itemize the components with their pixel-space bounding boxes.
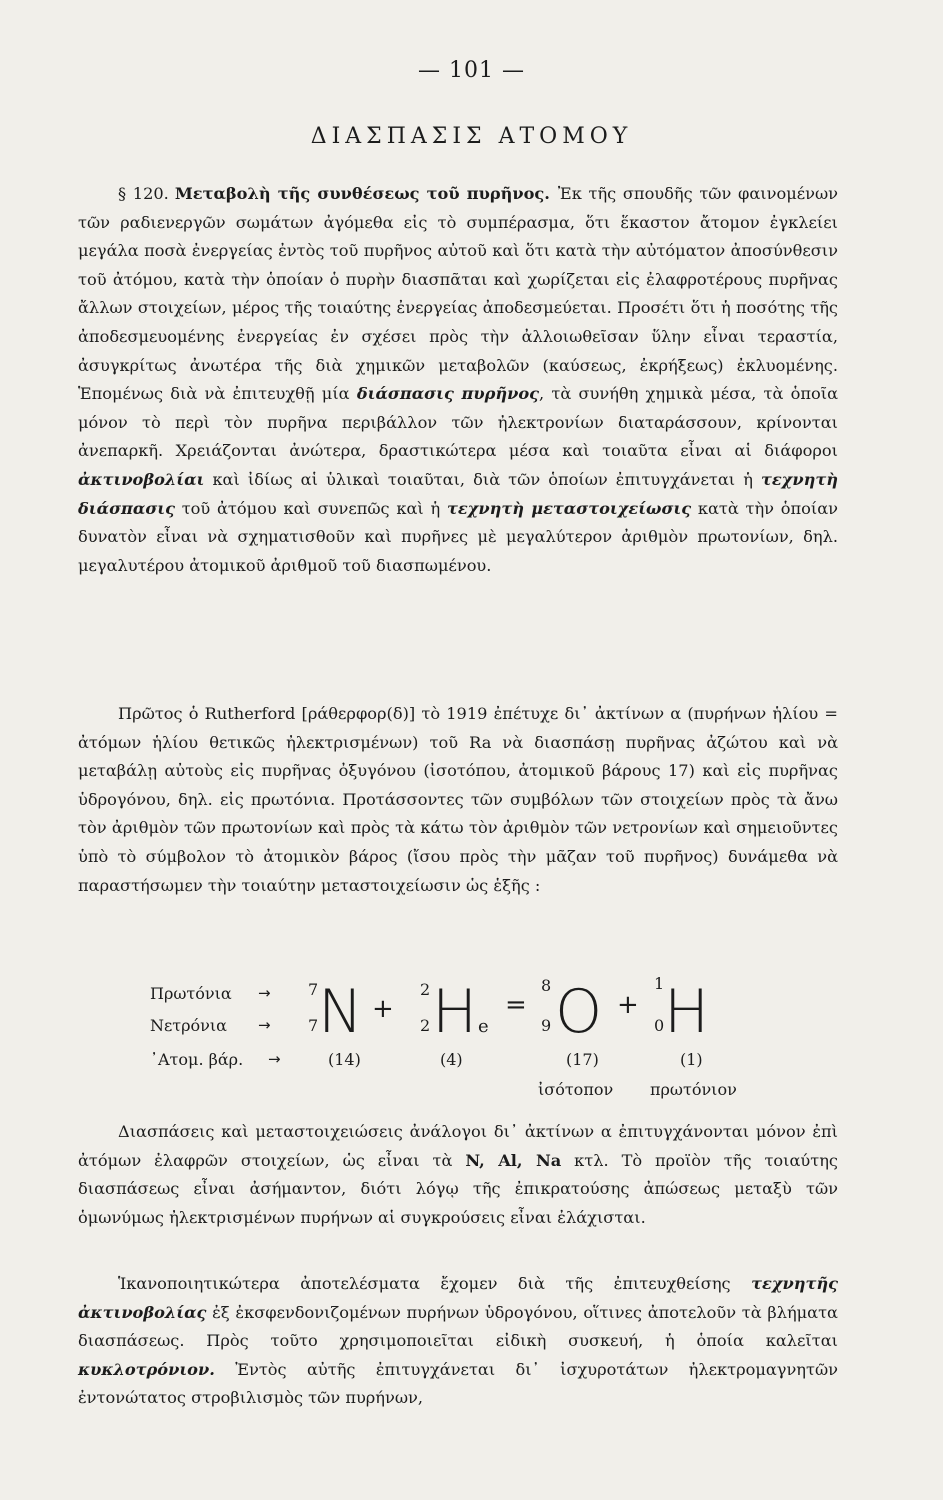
term-transmutation: τεχνητὴ μεταστοιχείωσις [446,498,692,518]
nitrogen-neutrons: 7 [308,1016,319,1035]
isotope-note: ἰσότοπον [538,1080,614,1099]
paragraph-3-text [78,1118,838,1232]
hydrogen-neutrons: 0 [654,1016,665,1035]
oxygen-neutrons: 9 [541,1016,552,1035]
label-atomic-weight: ᾽Ατομ. βάρ. [150,1050,244,1069]
paragraph-1 [78,180,838,580]
label-neutrons: Νετρόνια [150,1016,227,1035]
nuclear-reaction-equation [0,968,943,1108]
hydrogen-symbol: H [664,977,710,1047]
nitrogen-symbol: N [318,977,363,1047]
paragraph-2 [78,700,838,900]
helium-protons: 2 [420,980,431,999]
paragraph-1-text-d: τοῦ ἀτόμου καὶ συνεπῶς καὶ ἡ [181,498,441,518]
term-radiations: ἀκτινοβολίαι [78,469,205,489]
helium-neutrons: 2 [420,1016,431,1035]
page-number: — 101 — [418,58,525,83]
hydrogen-protons: 1 [654,974,665,993]
nitrogen-mass: (14) [328,1050,361,1069]
paragraph-4 [78,1270,838,1413]
paragraph-4-text-a: Ἱκανοποιητικώτερα ἀποτελέσματα ἔχομεν διὰ τῆς ἐπιτευχθείσης [118,1274,731,1293]
term-artificial-radiation: τεχνητῆς ἀκτινοβολίας [78,1274,838,1322]
term-nuclear-fission: διάσπασις πυρῆνος [356,384,540,404]
plus-sign-2: + [617,990,639,1020]
paragraph-4-text [78,1270,838,1413]
paragraph-1-text-c: καὶ ἰδίως αἱ ὑλικαὶ τοιαῦται, διὰ τῶν ὁποίων ἐπιτυγχάνεται ἡ [212,469,753,489]
oxygen-mass: (17) [566,1050,599,1069]
oxygen-symbol: O [555,977,603,1047]
proton-note: πρωτόνιον [650,1080,737,1099]
paragraph-4-text-b: ἐξ ἐκσφενδονιζομένων πυρήνων ὑδρογόνου, οἵτινες ἀποτελοῦν τὰ βλήματα διασπάσεως. Πρὸς τοῦτο χρησιμοποιεῖται εἰδικὴ συσκευή, ἡ ὁποία καλεῖται [78,1302,838,1351]
term-artificial-fission: τεχνητὴ διάσπασις [78,469,838,518]
arrow-mass-icon: → [268,1050,281,1068]
paragraph-2-text: Πρῶτος ὁ Rutherford [ράθερφορ(δ)] τὸ 1919 ἐπέτυχε δι᾽ ἀκτίνων α (πυρήνων ἡλίου = ἀτόμων ἡλίου θετικῶς ἠλεκτρισμένων) τοῦ Ra νὰ διασπάσῃ πυρῆνας ἀζώτου καὶ νὰ μεταβάλῃ αὐτοὺς εἰς πυρῆνας ὀξυγόνου (ἰσοτόπου, ἀτομικοῦ βάρους 17) καὶ εἰς πυρῆνας ὑδρογόνου, δηλ. εἰς πρωτόνια. Προτάσσοντες τῶν συμβόλων τῶν στοιχείων πρὸς τὰ ἄνω τὸν ἀριθμὸν τῶν πρωτονίων καὶ πρὸς τὰ κάτω τὸν ἀριθμὸν τῶν νετρονίων καὶ σημειοῦντες ὑπὸ τὸ σύμβολον τὸ ἀτομικὸν βάρος (ἴσου πρὸς τὴν μᾶζαν τοῦ πυρῆνος) δυνάμεθα νὰ παραστήσωμεν τὴν τοιαύτην μεταστοιχείωσιν ὡς ἑξῆς : [78,704,838,895]
hydrogen-mass: (1) [680,1050,703,1069]
paragraph-3-text-b: κτλ. Τὸ προϊὸν τῆς τοιαύτης διασπάσεως εἶναι ἀσήμαντον, διότι λόγῳ τῆς ἐπικρατούσης ἀπώσεως μεταξὺ τῶν ὁμωνύμως ἠλεκτρισμένων πυρήνων αἱ συγκρούσεις εἶναι ἐλάχισται. [78,1150,838,1227]
section-title: Μεταβολὴ τῆς συνθέσεως τοῦ πυρῆνος. [174,184,550,203]
paragraph-4-text-c: Ἐντὸς αὐτῆς ἐπιτυγχάνεται δι᾽ ἰσχυροτάτων ἠλεκτρομαγνητῶν ἐντονώτατος στροβιλισμὸς τῶν πυρήνων, [78,1359,838,1408]
paragraph-3 [78,1118,838,1232]
arrow-neutrons-icon: → [258,1016,271,1034]
oxygen-protons: 8 [541,976,552,995]
helium-symbol: H [432,977,478,1047]
paragraph-1-text-a: Ἐκ τῆς σπουδῆς τῶν φαινομένων τῶν ραδιενεργῶν σωμάτων ἀγόμεθα εἰς τὸ συμπέρασμα, ὅτι ἕκαστον ἄτομον ἐγκλείει μεγάλα ποσὰ ἐνεργείας ἐντὸς τοῦ πυρῆνος αὐτοῦ καὶ ὅτι κατὰ τὴν αὐτόματον ἀποσύνθεσιν τοῦ ἀτόμου, κατὰ τὴν ὁποίαν ὁ πυρὴν διασπᾶται καὶ χωρίζεται εἰς ἐλαφροτέρους πυρῆνας ἄλλων στοιχείων, μέρος τῆς τοιαύτης ἐνεργείας ἀποδεσμεύεται. Προσέτι ὅτι ἡ ποσότης τῆς ἀποδεσμευομένης ἐνεργείας ἐν σχέσει πρὸς τὴν ἀλλοιωθεῖσαν ὕλην εἶναι τεραστία, ἀσυγκρίτως ἀνωτέρα τῆς διὰ χημικῶν μεταβολῶν (καύσεως, ἐκρήξεως) ἐκλυομένης. Ἑπομένως διὰ νὰ ἐπιτευχθῇ μία [78,184,838,404]
element-list: N, Al, Na [465,1150,562,1170]
term-cyclotron: κυκλοτρόνιον. [78,1359,215,1379]
chapter-title: ΔΙΑΣΠΑΣΙΣ ΑΤΟΜΟΥ [310,124,633,149]
plus-sign-1: + [372,994,394,1024]
label-protons: Πρωτόνια [150,984,232,1003]
nitrogen-protons: 7 [308,980,319,999]
paragraph-1-text-e: κατὰ τὴν ὁποίαν δυνατὸν εἶναι νὰ σχηματισθοῦν καὶ πυρῆνες μὲ μεγαλύτερον ἀριθμὸν πρωτονίων, δηλ. μεγαλυτέρου ἀτομικοῦ ἀριθμοῦ τοῦ διασπωμένου. [78,498,838,575]
section-120 [78,180,838,580]
helium-mass: (4) [440,1050,463,1069]
arrow-protons-icon: → [258,984,271,1002]
section-number: § 120. [118,184,169,203]
equals-sign: = [505,990,527,1020]
paragraph-3-text-a: Διασπάσεις καὶ μεταστοιχειώσεις ἀνάλογοι δι᾽ ἀκτίνων α ἐπιτυγχάνονται μόνον ἐπὶ ἀτόμων ἐλαφρῶν στοιχείων, ὡς εἶναι τὰ [78,1122,838,1170]
helium-suffix: e [478,1016,489,1037]
paragraph-1-text-b: , τὰ συνήθη χημικὰ μέσα, τὰ ὁποῖα μόνον τὸ περὶ τὸν πυρῆνα περιβάλλον τῶν ἠλεκτρονίων διαταράσσουν, κρίνονται ἀνεπαρκῆ. Χρειάζονται ἀνώτερα, δραστικώτερα μέσα καὶ τοιαῦτα εἶναι αἱ διάφοροι [78,384,838,461]
